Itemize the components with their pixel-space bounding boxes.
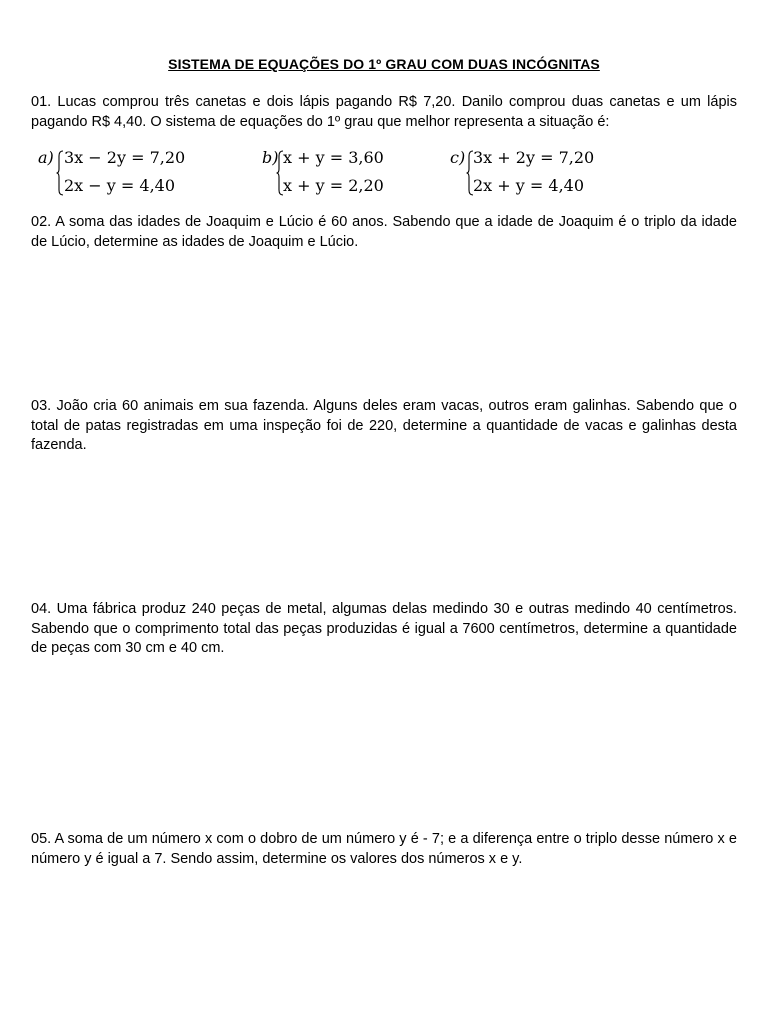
option-b-equation-2: x + y = 2,20 (283, 176, 384, 195)
option-c-equation-2: 2x + y = 4,40 (473, 176, 585, 195)
question-03-text: 03. João cria 60 animais em sua fazenda. Alguns deles eram vacas, outros eram galinhas. Sabendo que o total de patas registradas em uma inspeção foi de 220, determine a quantidade de vacas e galinhas desta fazenda. (31, 398, 737, 453)
question-01-text: 01. Lucas comprou três canetas e dois lápis pagando R$ 7,20. Danilo comprou duas canetas e um lápis pagando R$ 4,40. O sistema de equações do 1º grau que melhor representa a situação é: (31, 94, 737, 130)
question-01-options (0, 146, 768, 202)
option-b-label: b) (262, 148, 279, 167)
question-05-text: 05. A soma de um número x com o dobro de um número y é - 7; e a diferença entre o triplo desse número x e número y é igual a 7. Sendo assim, determine os valores dos números x e y. (31, 831, 737, 867)
option-c-equation-1: 3x + 2y = 7,20 (473, 148, 595, 167)
option-b-equation-1: x + y = 3,60 (283, 148, 384, 167)
question-02-text: 02. A soma das idades de Joaquim e Lúcio é 60 anos. Sabendo que a idade de Joaquim é o triplo da idade de Lúcio, determine as idades de Joaquim e Lúcio. (31, 214, 737, 250)
option-a-label: a) (38, 148, 54, 167)
option-c-label: c) (450, 148, 466, 167)
option-a-equation-2: 2x − y = 4,40 (64, 176, 176, 195)
brace-icon (56, 150, 64, 196)
question-04-text: 04. Uma fábrica produz 240 peças de metal, algumas delas medindo 30 e outras medindo 40 centímetros. Sabendo que o comprimento total das peças produzidas é igual a 7600 centímetros, determine a quantidade de peças com 30 cm e 40 cm. (31, 601, 737, 656)
option-a-equation-1: 3x − 2y = 7,20 (64, 148, 186, 167)
page-title: SISTEMA DE EQUAÇÕES DO 1º GRAU COM DUAS INCÓGNITAS (168, 56, 600, 72)
